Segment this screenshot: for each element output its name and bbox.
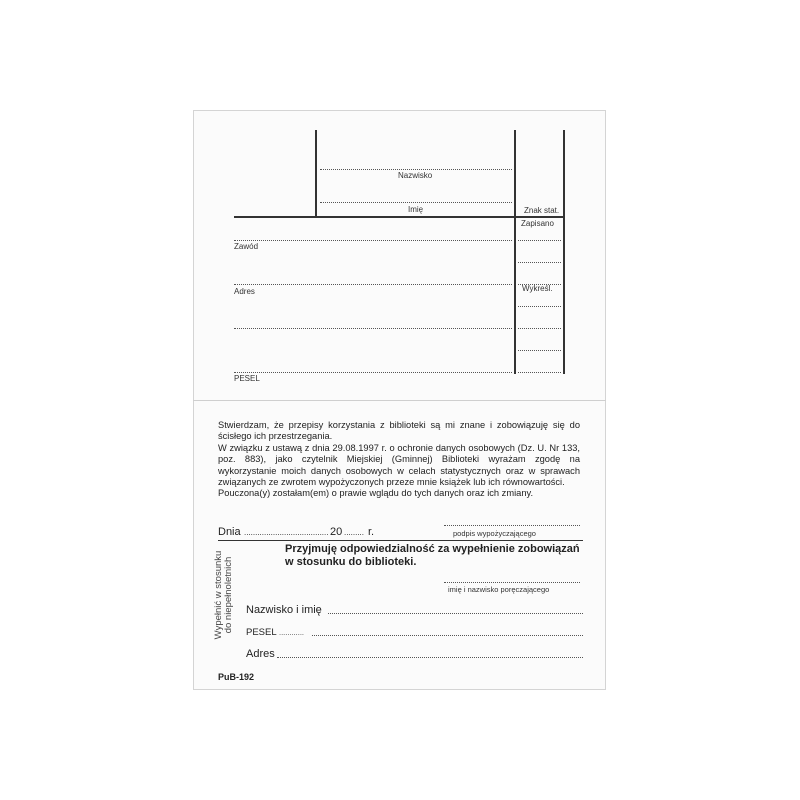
zapisano-line-1[interactable] [518, 240, 561, 241]
wykresl-label: Wykreśl. [522, 284, 553, 293]
guarantor-pesel-label: PESEL [246, 627, 277, 638]
consent-statement [218, 420, 580, 500]
zawod-label: Zawód [234, 242, 259, 251]
guarantor-nazwisko-label: Nazwisko i imię [246, 604, 322, 616]
section-rule [218, 540, 583, 541]
nazwisko-field-line[interactable] [320, 169, 512, 170]
wykresl-line-3[interactable] [518, 350, 561, 351]
left-name-box-border [315, 130, 317, 218]
side-note-line-1: Wypełnić w stosunku [213, 550, 224, 640]
year-suffix: r. [368, 526, 375, 538]
guarantor-heading: Przyjmuję odpowiedzialność za wypełnienie zobowiązań w stosunku do biblioteki. [285, 543, 580, 568]
statement-paragraph-1: Stwierdzam, że przepisy korzystania z biblioteki są mi znane i zobowiązuję się do ścisłego ich przestrzegania. [218, 420, 580, 442]
column-divider-left [514, 130, 516, 374]
pesel-label: PESEL [234, 374, 260, 383]
year-prefix: 20 [330, 526, 343, 538]
year-field[interactable]: ......... [344, 528, 365, 537]
adres-label: Adres [234, 287, 255, 296]
statement-paragraph-3: Pouczona(y) zostałam(em) o prawie wglądu do tych danych oraz ich zmiany. [218, 488, 534, 499]
guarantor-pesel-dots[interactable]: ............ [279, 628, 305, 637]
guarantor-signature-line[interactable] [444, 582, 580, 583]
pesel-field-line[interactable] [234, 372, 512, 373]
zawod-field-line[interactable] [234, 240, 512, 241]
wykresl-line-1[interactable] [518, 306, 561, 307]
borrower-signature-line[interactable] [444, 525, 580, 526]
guarantor-nazwisko-field[interactable] [328, 613, 583, 614]
adres-field-line[interactable] [234, 284, 512, 285]
guarantor-pesel-field[interactable] [312, 635, 583, 636]
statement-paragraph-2: W związku z ustawą z dnia 29.08.1997 r. o ochronie danych osobowych (Dz. U. Nr 133, poz. 883), jako czytelnik Miejskiej (Gminnej) Biblioteki wyrażam zgodę na wykorzystanie moich danych osobowych w celach statystycznych oraz w sprawach związanych ze zwrotem wypożyczonych przeze mnie książek lub ich równowartości. [218, 442, 580, 488]
dnia-label: Dnia [218, 526, 241, 538]
zapisano-line-2[interactable] [518, 262, 561, 263]
adres-field-line-2[interactable] [234, 328, 512, 329]
guarantor-caption: imię i nazwisko poręczającego [448, 585, 550, 594]
wykresl-line-2[interactable] [518, 328, 561, 329]
guarantor-adres-field[interactable] [277, 657, 583, 658]
column-divider-right [563, 130, 565, 374]
znak-stat-label: Znak stat. [524, 206, 560, 215]
wykresl-line-4[interactable] [518, 372, 561, 373]
dnia-field[interactable]: ...................................... [244, 528, 329, 537]
nazwisko-label: Nazwisko [398, 171, 433, 180]
form-code: PuB-192 [218, 672, 255, 682]
zapisano-label: Zapisano [521, 219, 554, 228]
header-rule [234, 216, 565, 218]
borrower-signature-caption: podpis wypożyczającego [453, 529, 536, 538]
imie-field-line[interactable] [320, 202, 512, 203]
side-note-line-2: do niepełnoletnich [223, 556, 234, 634]
guarantor-adres-label: Adres [246, 648, 275, 660]
imie-label: Imię [408, 205, 424, 214]
fold-line [193, 400, 606, 401]
